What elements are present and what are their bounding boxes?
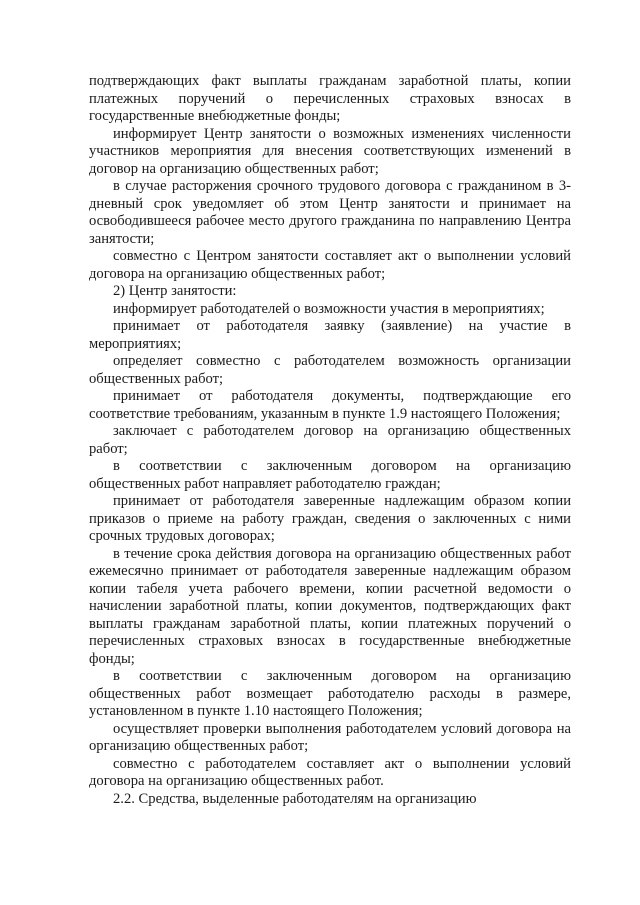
paragraph-center-accepts-application: принимает от работодателя заявку (заявление) на участие в мероприятиях; bbox=[89, 318, 571, 352]
paragraph-center-inspects: осуществляет проверки выполнения работодателем условий договора на организацию общественных работ; bbox=[89, 720, 571, 754]
paragraph-center-informs: информирует работодателей о возможности участия в мероприятиях; bbox=[113, 300, 545, 317]
paragraph-section-2-2: 2.2. Средства, выделенные работодателям на организацию bbox=[113, 790, 477, 807]
paragraph-center-act: совместно с работодателем составляет акт о выполнении условий договора на организацию общественных работ. bbox=[89, 755, 571, 789]
paragraph-center-determines: определяет совместно с работодателем возможность организации общественных работ; bbox=[89, 353, 571, 387]
paragraph-contract-termination: в случае расторжения срочного трудового договора с гражданином в 3-дневный срок уведомляет об этом Центр занятости и принимает на освободившееся рабочее место другого гражданина по направлению Центра занятости; bbox=[89, 178, 571, 247]
paragraph-center-reimburses: в соответствии с заключенным договором на организацию общественных работ возмещает работодателю расходы в размере, установленном в пункте 1.10 настоящего Положения; bbox=[89, 668, 571, 719]
paragraph-center-accepts-documents: принимает от работодателя документы, подтверждающие его соответствие требованиям, указанным в пункте 1.9 настоящего Положения; bbox=[89, 388, 571, 422]
paragraph-center-heading: 2) Центр занятости: bbox=[113, 283, 237, 299]
paragraph-center-sends-citizens: в соответствии с заключенным договором на организацию общественных работ направляет работодателю граждан; bbox=[89, 458, 571, 492]
document-body bbox=[89, 73, 571, 808]
paragraph-center-monthly-documents: в течение срока действия договора на организацию общественных работ ежемесячно принимает от работодателя заверенные надлежащим образом копии табеля учета рабочего времени, копии расчетной ведомости о начислении заработной платы, копии документов, подтверждающих факт выплаты гражданам заработной платы, копии платежных поручений о перечисленных страховых взносах в государственные внебюджетные фонды; bbox=[89, 545, 571, 667]
paragraph-center-concludes-contract: заключает с работодателем договор на организацию общественных работ; bbox=[89, 423, 571, 457]
paragraph-employer-act: совместно с Центром занятости составляет акт о выполнении условий договора на организацию общественных работ; bbox=[89, 248, 571, 282]
paragraph-employer-informs: информирует Центр занятости о возможных изменениях численности участников мероприятия для внесения соответствующих изменений в договор на организацию общественных работ; bbox=[89, 125, 571, 177]
paragraph-center-accepts-orders: принимает от работодателя заверенные надлежащим образом копии приказов о приеме на работу граждан, сведения о заключенных с ними срочных трудовых договорах; bbox=[89, 493, 571, 544]
paragraph-continuation: подтверждающих факт выплаты гражданам заработной платы, копии платежных поручений о перечисленных страховых взносах в государственные внебюджетные фонды; bbox=[89, 73, 571, 124]
